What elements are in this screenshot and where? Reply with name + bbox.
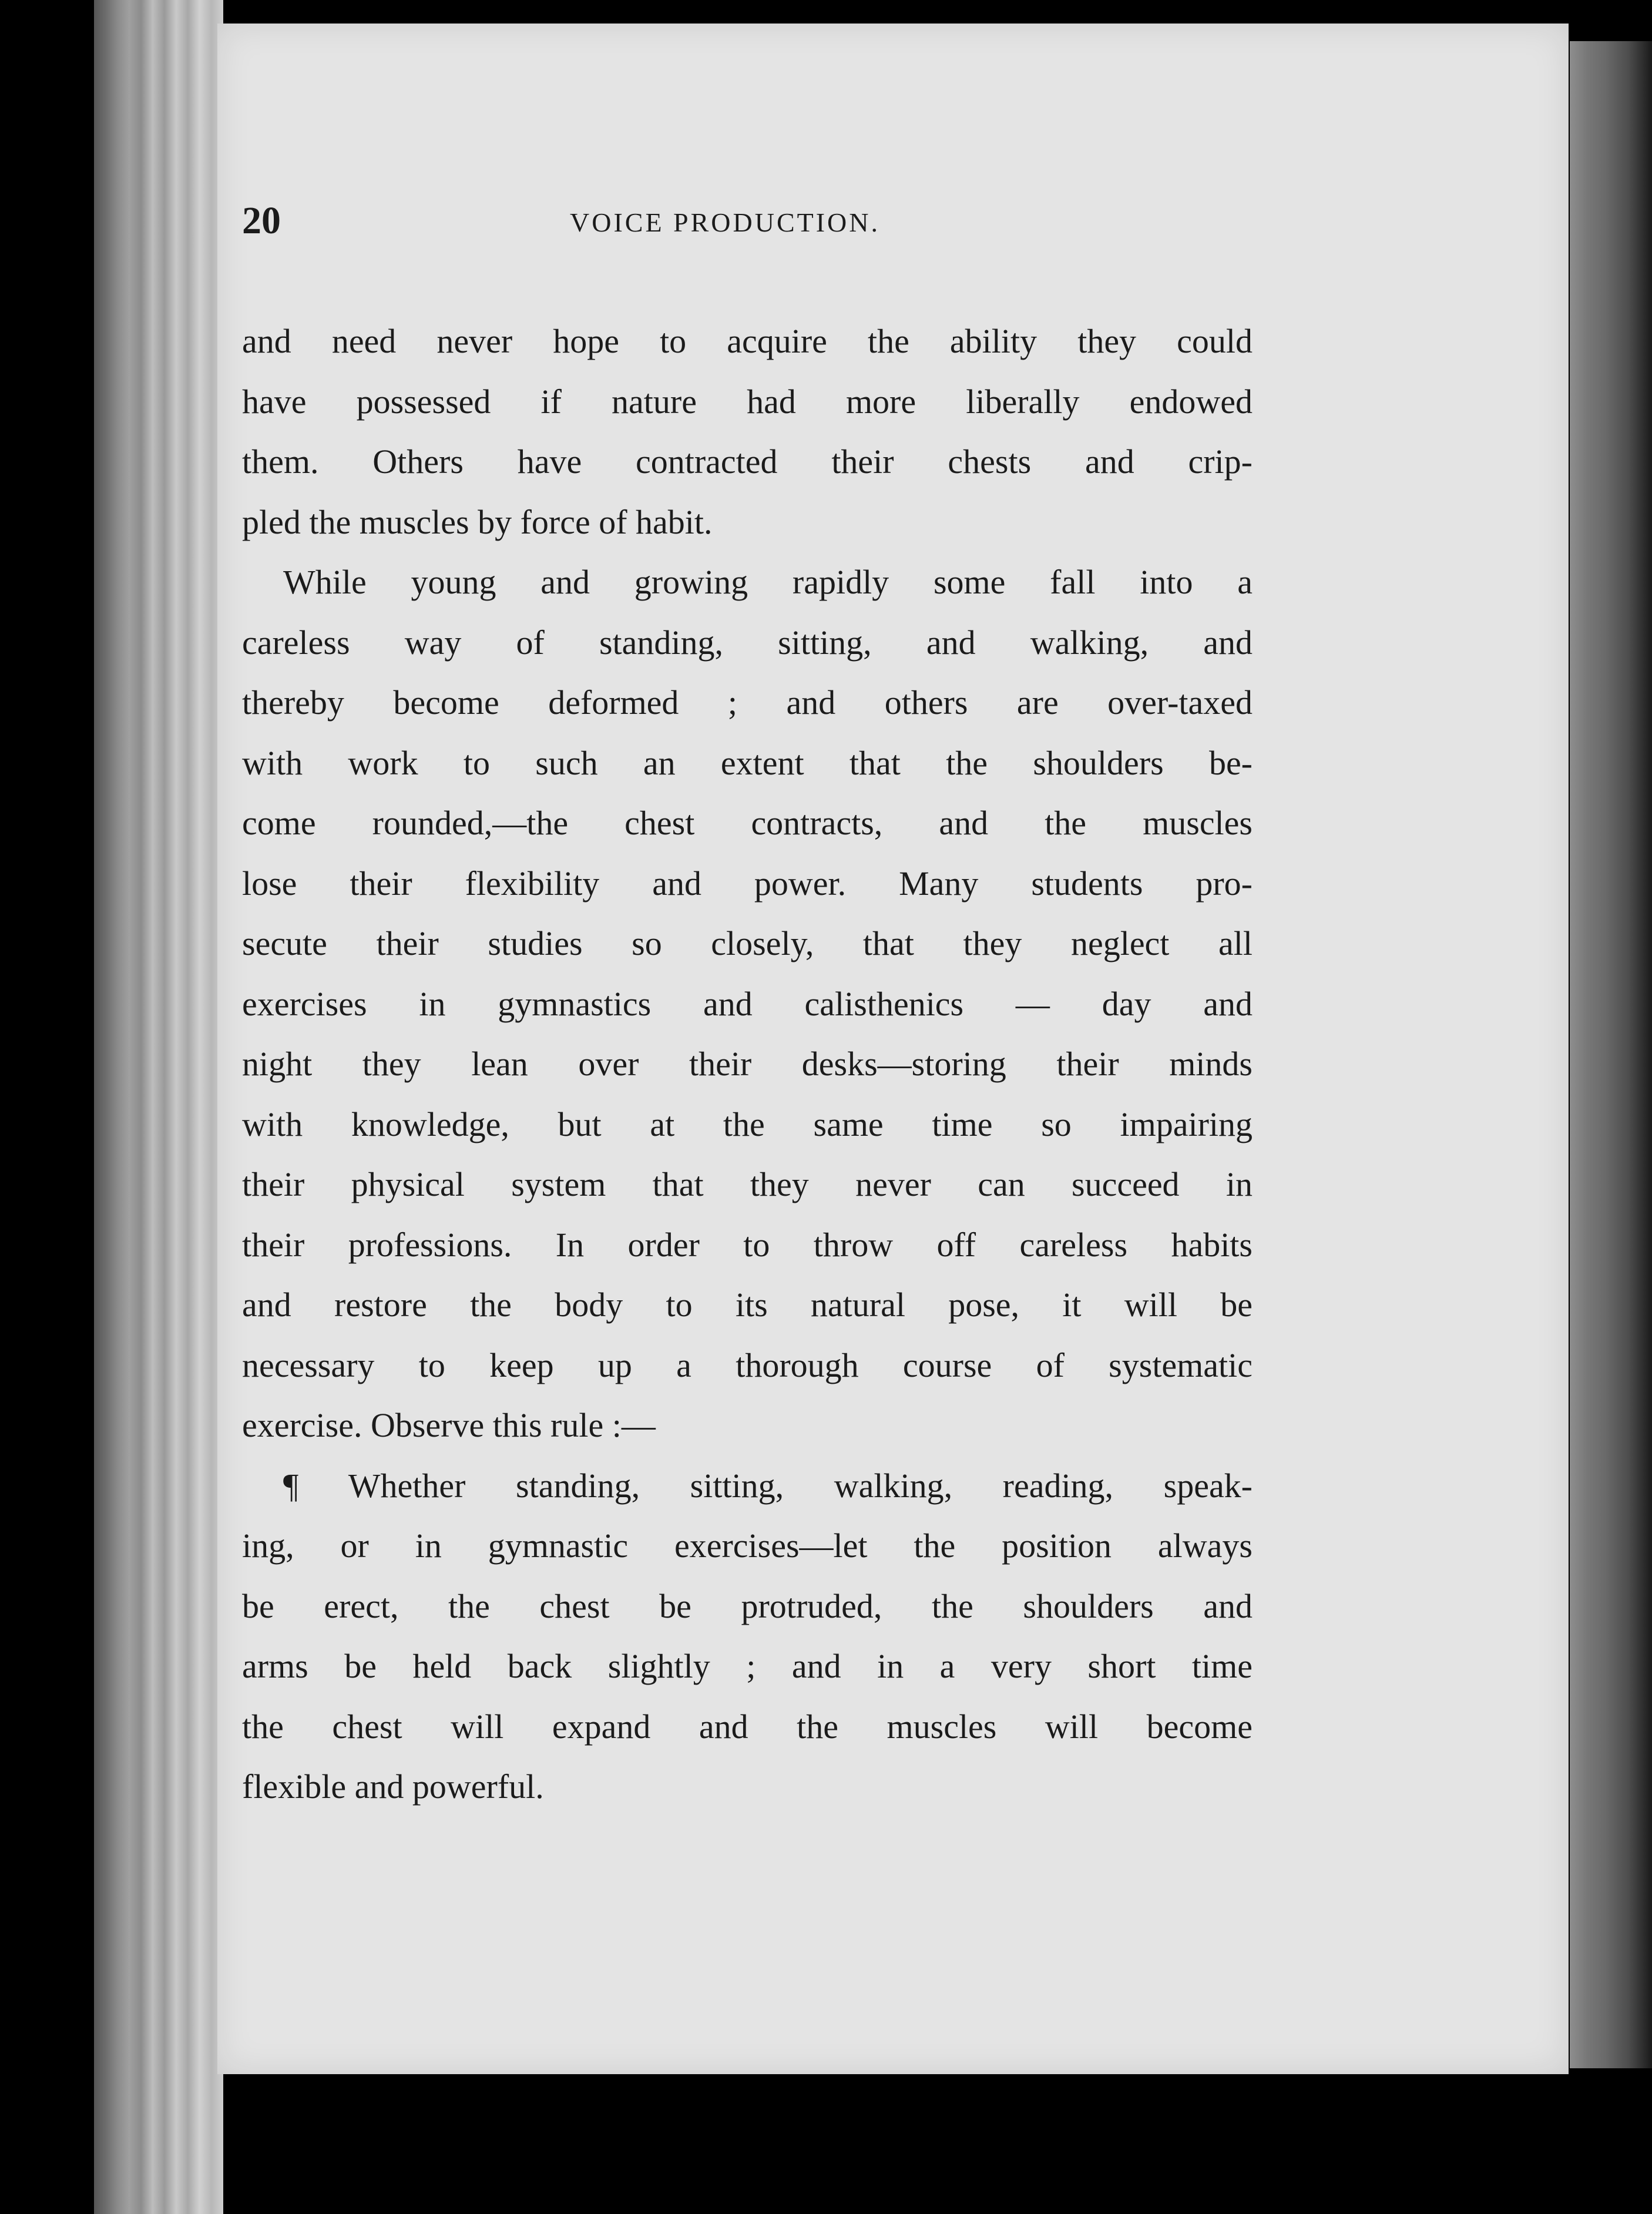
text-line: and need never hope to acquire the ability they could	[242, 322, 1253, 360]
right-page-edges	[1570, 41, 1652, 2068]
text-line: them. Others have contracted their chests and crip-	[242, 442, 1253, 481]
text-line: ¶ Whether standing, sitting, walking, reading, speak-	[283, 1466, 1253, 1505]
text-line: While young and growing rapidly some fall into a	[283, 563, 1253, 601]
text-line: secute their studies so closely, that they neglect all	[242, 924, 1253, 962]
text-line: arms be held back slightly ; and in a very short time	[242, 1647, 1253, 1685]
text-line: with knowledge, but at the same time so impairing	[242, 1105, 1253, 1143]
text-line: with work to such an extent that the shoulders be-	[242, 743, 1253, 782]
text-line: come rounded,—the chest contracts, and the muscles	[242, 804, 1253, 842]
text-line: exercise. Observe this rule :—	[242, 1406, 656, 1444]
text-line: ing, or in gymnastic exercises—let the position always	[242, 1527, 1253, 1565]
text-line: careless way of standing, sitting, and walking, and	[242, 623, 1253, 662]
paragraph-2	[242, 552, 1253, 1456]
paragraph-3	[242, 1456, 1253, 1817]
left-page-edges	[94, 0, 223, 2214]
page-number: 20	[242, 199, 281, 242]
page-header	[242, 199, 1253, 269]
text-line: necessary to keep up a thorough course of systematic	[242, 1346, 1253, 1384]
text-line: pled the muscles by force of habit.	[242, 502, 713, 541]
text-line: exercises in gymnastics and calisthenics — day and	[242, 984, 1253, 1023]
text-line: thereby become deformed ; and others are over-taxed	[242, 683, 1253, 722]
text-line: lose their flexibility and power. Many students pro-	[242, 864, 1253, 903]
text-line: and restore the body to its natural pose, it will be	[242, 1286, 1253, 1324]
text-line: the chest will expand and the muscles will become	[242, 1707, 1253, 1746]
text-line: be erect, the chest be protruded, the shoulders and	[242, 1586, 1253, 1625]
body-text	[242, 311, 1253, 1817]
text-line: their physical system that they never can succeed in	[242, 1165, 1253, 1203]
text-line: have possessed if nature had more liberally endowed	[242, 382, 1253, 421]
text-line: flexible and powerful.	[242, 1767, 544, 1806]
text-line: night they lean over their desks—storing their minds	[242, 1045, 1253, 1083]
running-head: VOICE PRODUCTION.	[570, 207, 880, 237]
text-line: their professions. In order to throw off careless habits	[242, 1225, 1253, 1264]
paragraph-1	[242, 311, 1253, 552]
